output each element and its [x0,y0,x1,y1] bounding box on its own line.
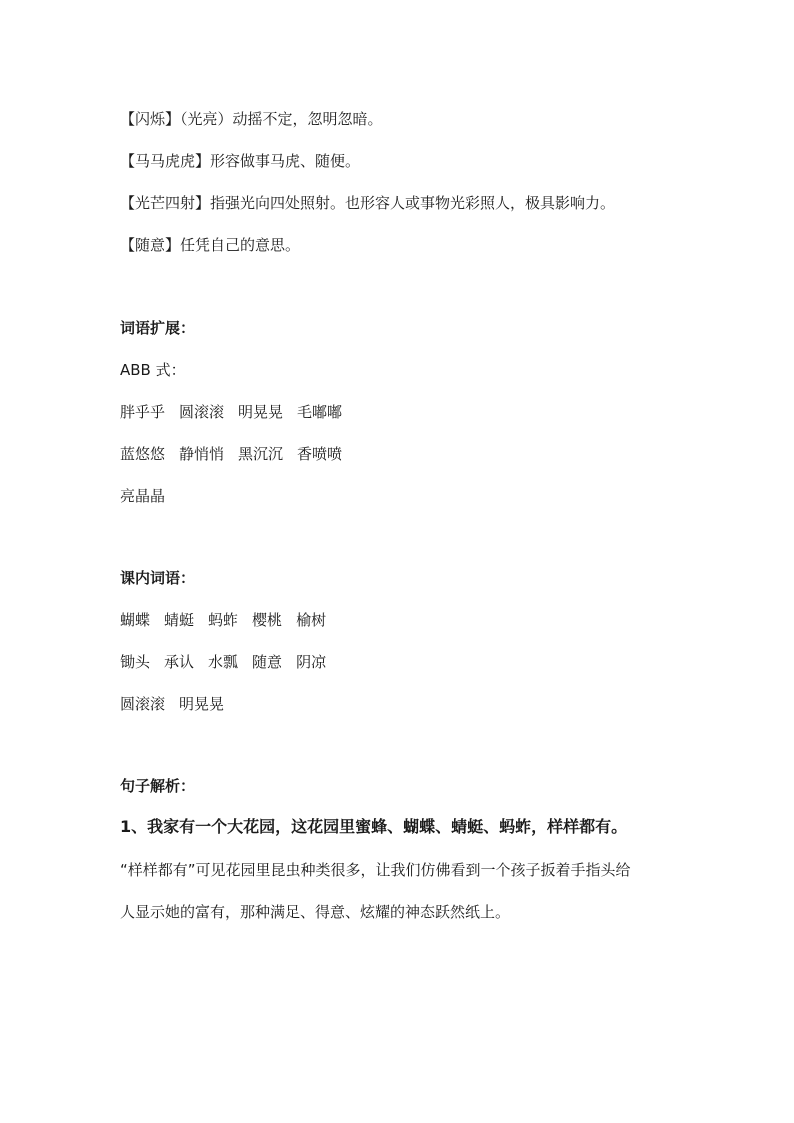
word: 明晃晃 [238,403,284,421]
word: 随意 [252,653,283,671]
lesson-words-heading: 课内词语： [120,569,196,587]
abb-words-row-3 [120,486,179,506]
word: 榆树 [296,611,327,629]
expansion-heading: 词语扩展： [120,319,196,337]
abb-words-row-1 [120,402,356,422]
lesson-words-row-3 [120,694,238,714]
definition-mamahuhu: 【马马虎虎】形容做事马虎、随便。 [120,152,361,170]
definition-shanshuo: 【闪烁】（光亮）动摇不定，忽明忽暗。 [120,110,383,128]
word: 明晃晃 [179,695,225,713]
abb-words-row-2 [120,444,356,464]
word: 蝴蝶 [120,611,151,629]
word: 静悄悄 [179,445,225,463]
word: 圆滚滚 [120,695,166,713]
word: 毛嘟嘟 [297,403,343,421]
word: 锄头 [120,653,151,671]
word: 樱桃 [252,611,283,629]
word: 胖乎乎 [120,403,166,421]
lesson-words-row-2 [120,652,340,672]
definition-guangmangsishe: 【光芒四射】指强光向四处照射。也形容人或事物光彩照人，极具影响力。 [120,194,616,212]
lesson-words-row-1 [120,610,340,630]
word: 承认 [164,653,195,671]
analysis-heading: 句子解析： [120,777,196,795]
word: 阴凉 [296,653,327,671]
word: 蜻蜓 [164,611,195,629]
analysis-sentence: 1、我家有一个大花园，这花园里蜜蜂、蝴蝶、蜻蜓、蚂蚱，样样都有。 [120,817,628,836]
word: 蚂蚱 [208,611,239,629]
word: 黑沉沉 [238,445,284,463]
abb-pattern-label: ABB 式： [120,361,186,379]
definition-suiyi: 【随意】任凭自己的意思。 [120,236,301,254]
word: 圆滚滚 [179,403,225,421]
word: 蓝悠悠 [120,445,166,463]
analysis-explanation-line-2: 人显示她的富有，那种满足、得意、炫耀的神态跃然纸上。 [120,903,511,921]
word: 香喷喷 [297,445,343,463]
analysis-explanation-line-1: “样样都有”可见花园里昆虫种类很多，让我们仿佛看到一个孩子扳着手指头给 [120,861,631,879]
word: 水瓢 [208,653,239,671]
word: 亮晶晶 [120,487,166,505]
